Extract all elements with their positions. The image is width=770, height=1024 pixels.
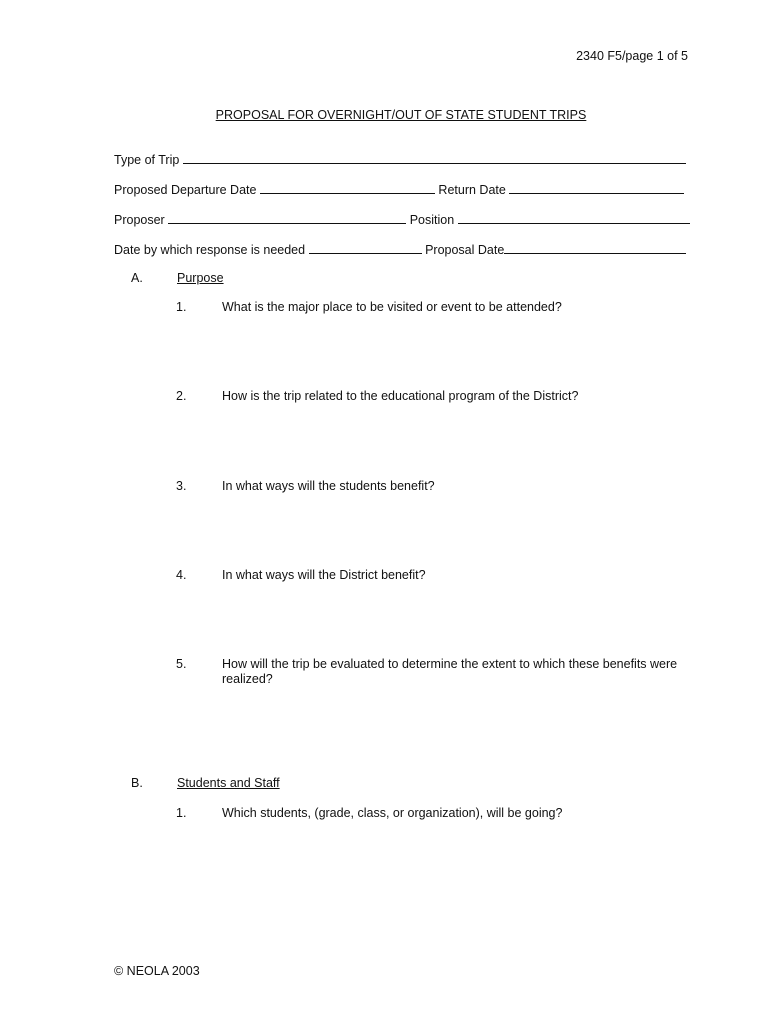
form-title-text: PROPOSAL FOR OVERNIGHT/OUT OF STATE STUDENT TRIPS (215, 108, 587, 122)
proposer-label: Proposer (114, 213, 165, 227)
question-number: 4. (176, 568, 187, 582)
return-date-label: Return Date (438, 183, 506, 197)
departure-date-field[interactable] (260, 181, 435, 194)
type-of-trip-row (114, 151, 686, 168)
question-number: 5. (176, 657, 187, 671)
departure-date-label: Proposed Departure Date (114, 183, 257, 197)
section-a-heading: Purpose (177, 271, 224, 285)
response-needed-label: Date by which response is needed (114, 243, 306, 257)
question-number: 2. (176, 389, 187, 403)
section-b-heading: Students and Staff (177, 776, 280, 790)
page-reference: 2340 F5/page 1 of 5 (576, 49, 688, 63)
response-needed-field[interactable] (309, 241, 422, 254)
question-text: How is the trip related to the educational program of the District? (222, 389, 579, 403)
section-a-letter: A. (131, 271, 143, 285)
type-of-trip-field[interactable] (183, 151, 686, 164)
proposal-date-field[interactable] (504, 241, 686, 254)
proposer-field[interactable] (168, 211, 406, 224)
type-of-trip-label: Type of Trip (114, 153, 180, 167)
question-text: How will the trip be evaluated to determine the extent to which these benefits were realized? (222, 657, 678, 686)
question-number: 1. (176, 300, 187, 314)
section-b-letter: B. (131, 776, 143, 790)
proposal-date-label: Proposal Date (425, 243, 505, 257)
question-text: In what ways will the District benefit? (222, 568, 426, 582)
question-text: What is the major place to be visited or event to be attended? (222, 300, 562, 314)
proposer-row (114, 211, 690, 228)
dates-row (114, 181, 684, 198)
question-number: 1. (176, 806, 187, 820)
position-field[interactable] (458, 211, 690, 224)
question-number: 3. (176, 479, 187, 493)
copyright-footer: © NEOLA 2003 (114, 964, 200, 978)
response-row (114, 241, 686, 258)
position-label: Position (409, 213, 455, 227)
form-title (0, 108, 770, 123)
question-text: Which students, (grade, class, or organization), will be going? (222, 806, 563, 820)
return-date-field[interactable] (509, 181, 684, 194)
question-text: In what ways will the students benefit? (222, 479, 435, 493)
